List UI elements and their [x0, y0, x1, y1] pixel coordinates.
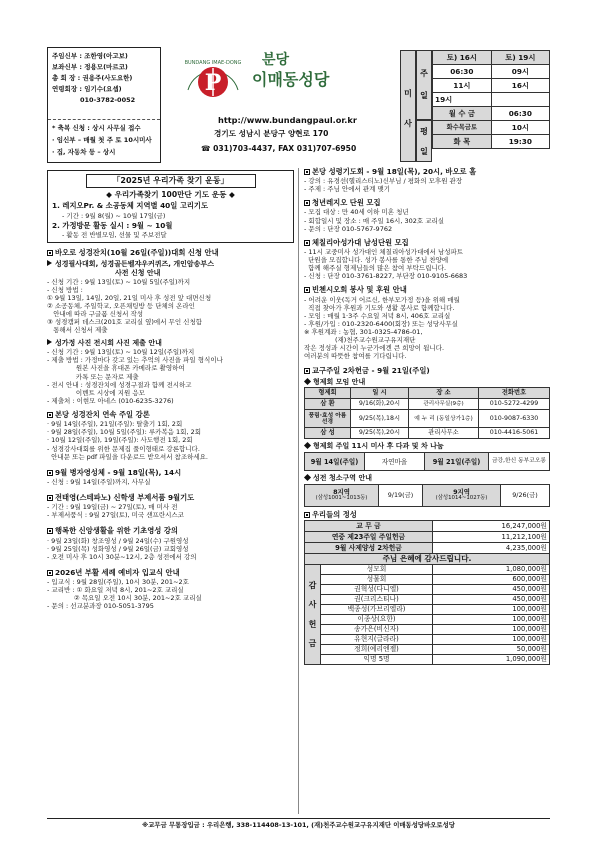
meeting-h-4: 전화번호	[479, 388, 550, 399]
table-row	[305, 625, 550, 635]
spirituality-line: · 9월 25일(목) 성화영성 / 9월 26일(금) 교회영성	[47, 544, 189, 553]
weekday-day-1: 월 수 금	[433, 107, 492, 121]
table-row	[305, 605, 550, 615]
square-bullet-icon	[304, 512, 310, 518]
youth-line: - 회합일시 및 장소 : 매 주일 16시, 302호 교리실	[304, 216, 445, 225]
youth-line: - 문의 : 단장 010-5767-9762	[304, 224, 393, 233]
section-homily	[47, 410, 294, 419]
tea-date-2: 9월 21일(주일)	[425, 453, 489, 471]
homily-line: 안내문 또는 pdf 파일을 다운로드 받으셔서 참조하세요.	[47, 452, 208, 461]
bf-line: 통해서 신청서 제출	[47, 326, 108, 335]
tea-title	[304, 442, 550, 451]
vincent-line: 여러분의 따뜻한 참여를 기다립니다.	[304, 352, 407, 361]
offering-table	[304, 520, 550, 565]
bible-festival-sub-1	[47, 260, 294, 269]
catechumen-line: - 문의 : 선교분과장 010-5051-3795	[47, 602, 154, 611]
section-youth-legio-title: 청년레지오 단원 모집	[312, 198, 381, 208]
campaign-title	[86, 174, 256, 188]
vincent-line: - 모임 : 매월 1·3주 수요일 저녁 8시, 406호 교리실	[304, 311, 451, 320]
section-catechumen-title: 2026년 부활 세례 예비자 입교식 안내	[55, 567, 180, 577]
donor-name: 익명 5명	[321, 655, 433, 665]
square-bullet-icon	[304, 200, 310, 206]
square-bullet-icon	[47, 570, 53, 576]
table-row	[305, 645, 550, 655]
bible-festival-lines	[47, 278, 294, 335]
clean-zone-2-range: (삼성1014~1027동)	[435, 494, 488, 501]
clean-date-2: 9/26(금)	[501, 484, 550, 506]
church-phone: ☎ 031)703-4437, FAX 031)707-6950	[201, 144, 357, 153]
section-bible-festival-title: 바오로 성경잔치(10월 26일(주일))대회 신청 안내	[55, 247, 219, 257]
header-info-box	[47, 47, 161, 163]
section-spirituality	[47, 526, 294, 535]
prayer-line: - 강의 : 유경선(헬리스티노)신부님 / 평화의 모후원 관장	[304, 177, 463, 186]
triangle-bullet-icon	[47, 339, 52, 345]
meeting-h-2: 일 시	[351, 388, 409, 399]
sunday-label-ju: 주	[420, 69, 428, 78]
choir-line: 함께 해주실 형제님들의 많은 참여 부탁드립니다.	[304, 264, 447, 273]
staff-pastor: 주임신부 : 조한영(아고보)	[52, 52, 128, 60]
bible-festival-sub-1-text: 성경필사대회, 성경골든벨쟈우커퀴즈, 개인암송부스	[55, 260, 214, 269]
donor-name: 성물회	[321, 575, 433, 585]
church-logo	[178, 50, 248, 108]
vincent-line: (재)천주교수원교구유지재단	[304, 336, 416, 345]
weekday-label	[416, 120, 432, 162]
donor-amount: 1,080,000원	[433, 565, 550, 575]
mass-label-mi: 미	[404, 89, 412, 98]
donor-amount: 100,000원	[433, 615, 550, 625]
table-row	[305, 655, 550, 665]
table-row	[305, 635, 550, 645]
bf-line: ② 소공동체, 주일학교, 오픈채팅방 등 단체의 온라인	[47, 301, 195, 310]
sunday-label-il: 일	[420, 91, 428, 100]
campaign-item-2: 2. 가정방문 활동 실시 : 9월 ~ 10월	[52, 220, 173, 230]
tea-date-1: 9월 14일(주일)	[305, 453, 365, 471]
clean-table	[304, 484, 550, 507]
meeting-cell: 관리사무소	[409, 428, 479, 439]
meeting-cell: 삼 성	[305, 428, 351, 439]
bf-line: 안내에 따라 구글폼 신청서 작성	[47, 310, 144, 319]
table-row	[305, 585, 550, 595]
website-url[interactable]: http://www.bundangpaul.or.kr	[218, 115, 357, 125]
table-row	[305, 453, 550, 471]
thanks-table	[304, 564, 550, 665]
section-vincent	[304, 285, 550, 294]
square-bullet-icon	[47, 495, 53, 501]
tea-group-1: 자연마을	[365, 453, 425, 471]
sun-0630: 06:30	[433, 65, 492, 79]
sun-16: 16시	[491, 79, 549, 93]
vincent-line: - 어려운 이웃(독거 어르신, 한부모가정 등)을 위해 매월	[304, 295, 460, 304]
bf-line: ① 9월 13일, 14일, 20일, 21일 미사 후 성전 앞 대면신청	[47, 293, 212, 302]
sun-19: 19시	[433, 93, 492, 107]
square-bullet-icon	[304, 240, 310, 246]
column-divider	[298, 168, 299, 814]
thanks-side-char: 헌	[308, 619, 317, 629]
note-2: · 임신부 – 매월 첫 주 토 10시미사	[52, 136, 152, 145]
weekday-label-pyeong: 평	[420, 127, 428, 136]
sat-19: 토) 19시	[491, 51, 549, 65]
section-vincent-title: 빈첸시오회 봉사 및 후원 안내	[312, 285, 407, 295]
section-prayer-meeting-title: 본당 성령기도회 - 9월 18일(목), 20시, 바오로 홀	[312, 167, 477, 176]
section-ordination-title: 전태영(스테파노) 신학생 부제서품 9월기도	[55, 493, 195, 503]
campaign-subtitle: ◆ 우리가족찾기 100만단 기도 운동 ◆	[106, 190, 235, 199]
diamond-bullet-icon	[304, 474, 311, 481]
clean-zone-2	[423, 484, 501, 506]
staff-president: 총 회 장 : 권용주(사도요한)	[52, 74, 133, 83]
donor-name: 성모회	[321, 565, 433, 575]
table-row	[305, 595, 550, 605]
section-homily-title: 본당 성경잔치 연속 주일 강론	[55, 410, 150, 420]
section-ordination	[47, 493, 294, 502]
note-1: * 축복 신청 : 상시 사무실 접수	[52, 124, 141, 132]
pe-line: 이벤트 시상에 지원 응모	[47, 388, 145, 397]
mass-schedule	[400, 50, 550, 162]
homily-line: · 9월 14일(주일), 21일(주일): 탈출기 1회, 2회	[47, 420, 183, 429]
weekday-label-il: 일	[420, 147, 428, 156]
svg-text:BUNDANG IMAE-DONG: BUNDANG IMAE-DONG	[184, 60, 242, 66]
section-catechumen	[47, 568, 294, 577]
offering-amount: 11,212,100원	[433, 532, 550, 543]
homily-line: · 9월 28일(주일), 10월 5일(주일): 루카복음 1회, 2회	[47, 428, 201, 437]
campaign-item-1: 1. 레지오Pr. & 소공동체 지역별 40일 고리기도	[52, 201, 209, 211]
diamond-bullet-icon	[304, 378, 311, 385]
clean-zone-1-name: 8지역	[333, 487, 350, 496]
clean-zone-2-name: 9지역	[453, 487, 470, 496]
vincent-line: ※ 후원계좌 : 농협, 301-0325-4786-01,	[304, 328, 423, 337]
donor-name: 권(크리스티나)	[321, 595, 433, 605]
logo-title-line2: 이매동성당	[252, 69, 330, 89]
vincent-line: - 후원/가입 : 010-2320-6400(회장) 또는 성당사무실	[304, 319, 458, 328]
church-logo-icon	[178, 50, 248, 108]
weekday-day-2: 화수목금토	[433, 121, 492, 135]
catechumen-line: - 교리반 : ① 화요일 저녁 8시, 201~2호 교리실	[47, 586, 184, 595]
choir-line: - 신청 : 단장 010-3761-8227, 부단장 010-9105-6683	[304, 272, 468, 281]
left-column	[47, 170, 294, 610]
meeting-cell: 010-9087-6330	[479, 410, 550, 428]
offering-amount: 4,235,000원	[433, 543, 550, 554]
logo-title	[252, 52, 382, 90]
meeting-title	[304, 378, 550, 387]
footer-account: ※교무금 무통장입금 : 우리은행, 338-114408-13-101, (재)천주교수원교구유지재단 이매동성당바오로성당	[47, 818, 550, 829]
staff-list	[48, 48, 160, 120]
meeting-title-text: 형제회 모임 안내	[313, 377, 366, 386]
photo-exhibit-title	[47, 339, 294, 348]
square-bullet-icon	[304, 368, 310, 374]
donor-name: 송가은(비신자)	[321, 625, 433, 635]
donor-amount: 100,000원	[433, 625, 550, 635]
meeting-cell: 삼 환	[305, 399, 351, 410]
donor-amount: 600,000원	[433, 575, 550, 585]
church-address: 경기도 성남시 분당구 양현로 170	[214, 129, 329, 138]
donor-amount: 1,090,000원	[433, 655, 550, 665]
meeting-cell: 풍림·효성 아름선경	[305, 410, 351, 428]
sun-09: 09시	[491, 65, 549, 79]
section-choir	[304, 238, 550, 247]
table-row	[305, 428, 550, 439]
meeting-cell: 9/25(목),20시	[351, 428, 409, 439]
meeting-cell: 관리사무실(9층)	[409, 399, 479, 410]
catechumen-line: ② 목요일 오전 10시 30분, 201~2호 교리실	[47, 594, 202, 603]
homily-lines	[47, 420, 294, 461]
clean-zone-1-range: (삼성1001~1013동)	[315, 494, 368, 501]
table-row	[305, 532, 550, 543]
sunday-mass-table	[432, 50, 550, 149]
offering-label: 교 무 금	[305, 521, 433, 532]
staff-funeral: 연령회장 : 임기수(요셉)	[52, 85, 122, 94]
section-offering-title: 우리들의 정성	[312, 509, 357, 519]
weekday-time-3: 19:30	[491, 135, 549, 149]
ordination-line: - 기간 : 9월 19일(금) ~ 27일(토), 매 미사 전	[47, 503, 178, 512]
spirituality-line: - 오전 미사 후 10시 30분~12시, 2층 성전에서 강의	[47, 552, 197, 561]
table-row	[305, 484, 550, 506]
campaign-item-2-detail: - 활동 전 반별모임, 선물 및 주보전달	[62, 230, 167, 239]
section-bible-festival	[47, 248, 294, 257]
bf-line: - 신청 방법 :	[47, 285, 83, 294]
meeting-header-row	[305, 388, 550, 399]
mass-label-col	[400, 50, 416, 162]
tea-table	[304, 452, 550, 471]
offering-label: 9월 사제양성 2차헌금	[305, 543, 433, 554]
square-bullet-icon	[47, 470, 53, 476]
sat-16: 토) 16시	[433, 51, 492, 65]
meeting-cell: 예 누 리 (동일상가1층)	[409, 410, 479, 428]
section-sick-communion-title: 9월 병자영성체 - 9월 18일(목), 14시	[55, 467, 182, 477]
table-row	[305, 615, 550, 625]
section-sick-communion	[47, 468, 294, 477]
donor-amount: 450,000원	[433, 595, 550, 605]
right-column	[304, 165, 550, 665]
vincent-line: 직접 찾아가 후원과 기도와 생활 봉사로 함께합니다.	[304, 303, 455, 312]
table-row	[305, 410, 550, 428]
square-bullet-icon	[47, 412, 53, 418]
thanks-header-row	[305, 554, 550, 565]
clean-title	[304, 474, 550, 483]
meeting-table	[304, 387, 550, 439]
note-3: · 집, 자동차 등 – 상시	[52, 148, 116, 157]
campaign-title-text: 「2025년 우리가족 찾기 운동」	[112, 176, 229, 185]
section-youth-legio	[304, 198, 550, 207]
tea-title-text: 형제회 주일 11시 미사 후 다과 및 차 나눔	[313, 442, 444, 451]
photo-exhibit-lines	[47, 348, 294, 405]
vincent-line: 작은 정성과 시간이 누군가에겐 큰 희망이 됩니다.	[304, 344, 445, 353]
choir-line: 단원을 모집합니다. 성가 봉사를 통한 주님 찬양에	[304, 256, 449, 265]
ordination-line: - 부제서품식 : 9월 27일(토), 미국 샌프란시스코	[47, 511, 184, 520]
table-row	[305, 575, 550, 585]
staff-phone: 010-3782-0052	[80, 95, 136, 104]
section-diocese-collection	[304, 366, 550, 375]
clean-title-text: 성전 청소구역 안내	[313, 474, 372, 483]
bible-festival-sub-2: 사전 신청 안내	[115, 268, 161, 277]
donor-amount: 450,000원	[433, 585, 550, 595]
donor-name: 이종상(요한)	[321, 615, 433, 625]
thanks-title: 주님 은혜에 감사드립니다.	[305, 554, 550, 565]
thanks-side-label	[305, 565, 321, 665]
pe-line: - 제출 방법 : 가정마다 갖고 있는 추억의 사진을 파일 형식이나	[47, 356, 223, 365]
pe-line: 카톡 또는 문자로 제출	[47, 372, 139, 381]
tea-group-2: 금강,한신 동부코오롱	[489, 453, 550, 471]
weekday-time-2: 10시	[491, 121, 549, 135]
bf-line: - 신청 기간 : 9월 13일(토) ~ 10월 5일(주일)까지	[47, 277, 191, 286]
pe-line: - 전시 안내 : 성경잔치에 성경구절과 함께 전시하고	[47, 380, 192, 389]
square-bullet-icon	[47, 250, 53, 256]
sick-communion-line: - 신청 : 9월 14일(주일)까지, 사무실	[47, 477, 151, 486]
thanks-side-char: 금	[308, 638, 317, 648]
clean-zone-1	[305, 484, 379, 506]
meeting-cell: 010-5272-4299	[479, 399, 550, 410]
homily-line: - 성경강사대회를 위한 문제집 풀이형태로 강론합니다.	[47, 444, 200, 453]
campaign-item-1-period: - 기간 : 9월 8(월) ~ 10월 17일(금)	[62, 211, 166, 220]
donor-amount: 50,000원	[433, 645, 550, 655]
pe-line: - 신청 기간 : 9월 13일(토) ~ 10월 12일(주일)까지	[47, 348, 195, 357]
donor-name: 권혁성(다니엘)	[321, 585, 433, 595]
donor-amount: 100,000원	[433, 605, 550, 615]
catechumen-line: - 입교식 : 9월 28일(주일), 10시 30분, 201~2호	[47, 577, 189, 586]
weekday-day-3: 화 목	[433, 135, 492, 149]
staff-assistant: 보좌신부 : 정용모(마르코)	[52, 63, 128, 72]
thanks-side-char: 감	[308, 581, 317, 591]
offering-label: 연중 제23주일 주일헌금	[305, 532, 433, 543]
square-bullet-icon	[304, 169, 310, 175]
section-spirituality-title: 행복한 신앙생활을 위한 기초영성 강의	[55, 526, 178, 536]
meeting-cell: 9/16(화),20시	[351, 399, 409, 410]
meeting-cell: 010-4416-5061	[479, 428, 550, 439]
table-row	[305, 565, 550, 575]
meeting-h-1: 형제회	[305, 388, 351, 399]
donor-name: 유현지(글라라)	[321, 635, 433, 645]
donor-name: 백종성(가브리엘라)	[321, 605, 433, 615]
donor-amount: 100,000원	[433, 635, 550, 645]
prayer-line: - 주제 : 주님 안에서 관계 맺기	[304, 185, 391, 194]
blessing-notes	[48, 120, 160, 156]
table-row	[305, 399, 550, 410]
choir-line: - 11시 교중미사 성가대인 체칠리아성가대에서 남성파트	[304, 247, 464, 256]
triangle-bullet-icon	[47, 260, 52, 266]
section-prayer-meeting	[304, 167, 550, 176]
table-row	[305, 543, 550, 554]
square-bullet-icon	[47, 528, 53, 534]
meeting-h-3: 장 소	[409, 388, 479, 399]
donor-name: 정희(예리엔젤)	[321, 645, 433, 655]
offering-amount: 16,247,000원	[433, 521, 550, 532]
homily-line: · 10월 12일(주일), 19일(주일): 사도행전 1회, 2회	[47, 436, 193, 445]
pe-line: 원본 사진을 휴대폰 카메라로 촬영하여	[47, 364, 185, 373]
weekday-time-1: 06:30	[491, 107, 549, 121]
logo-title-line1: 분당	[262, 52, 290, 68]
mass-label-sa: 사	[404, 119, 412, 128]
bf-line: ③ 성경캠퍼 데스크(201호 교리실 옆)에서 무인 신청함	[47, 318, 203, 327]
sun-11: 11시	[433, 79, 492, 93]
clean-date-1: 9/19(금)	[379, 484, 423, 506]
svg-text:P: P	[204, 70, 222, 96]
youth-line: - 모집 대상 : 만 40세 이하 미혼 청년	[304, 208, 409, 217]
photo-exhibit-title-text: 성가정 사진 전시회 사진 제출 안내	[55, 339, 162, 348]
section-choir-title: 체칠리아성가대 남성단원 모집	[312, 237, 409, 247]
thanks-side-char: 사	[308, 600, 317, 610]
table-row	[305, 521, 550, 532]
section-offering	[304, 510, 550, 519]
meeting-cell: 9/25(목),18시	[351, 410, 409, 428]
square-bullet-icon	[304, 287, 310, 293]
campaign-box	[47, 170, 294, 243]
section-diocese-collection-title: 교구주일 2차헌금 - 9월 21일(주일)	[312, 365, 430, 375]
diamond-bullet-icon	[304, 442, 311, 449]
pe-line: - 제출처 : 이현모 아네스 (010-6235-3276)	[47, 396, 174, 405]
sunday-label	[416, 50, 432, 120]
spirituality-line: · 9월 23일(화) 창조영성 / 9월 24일(수) 구원영성	[47, 536, 189, 545]
